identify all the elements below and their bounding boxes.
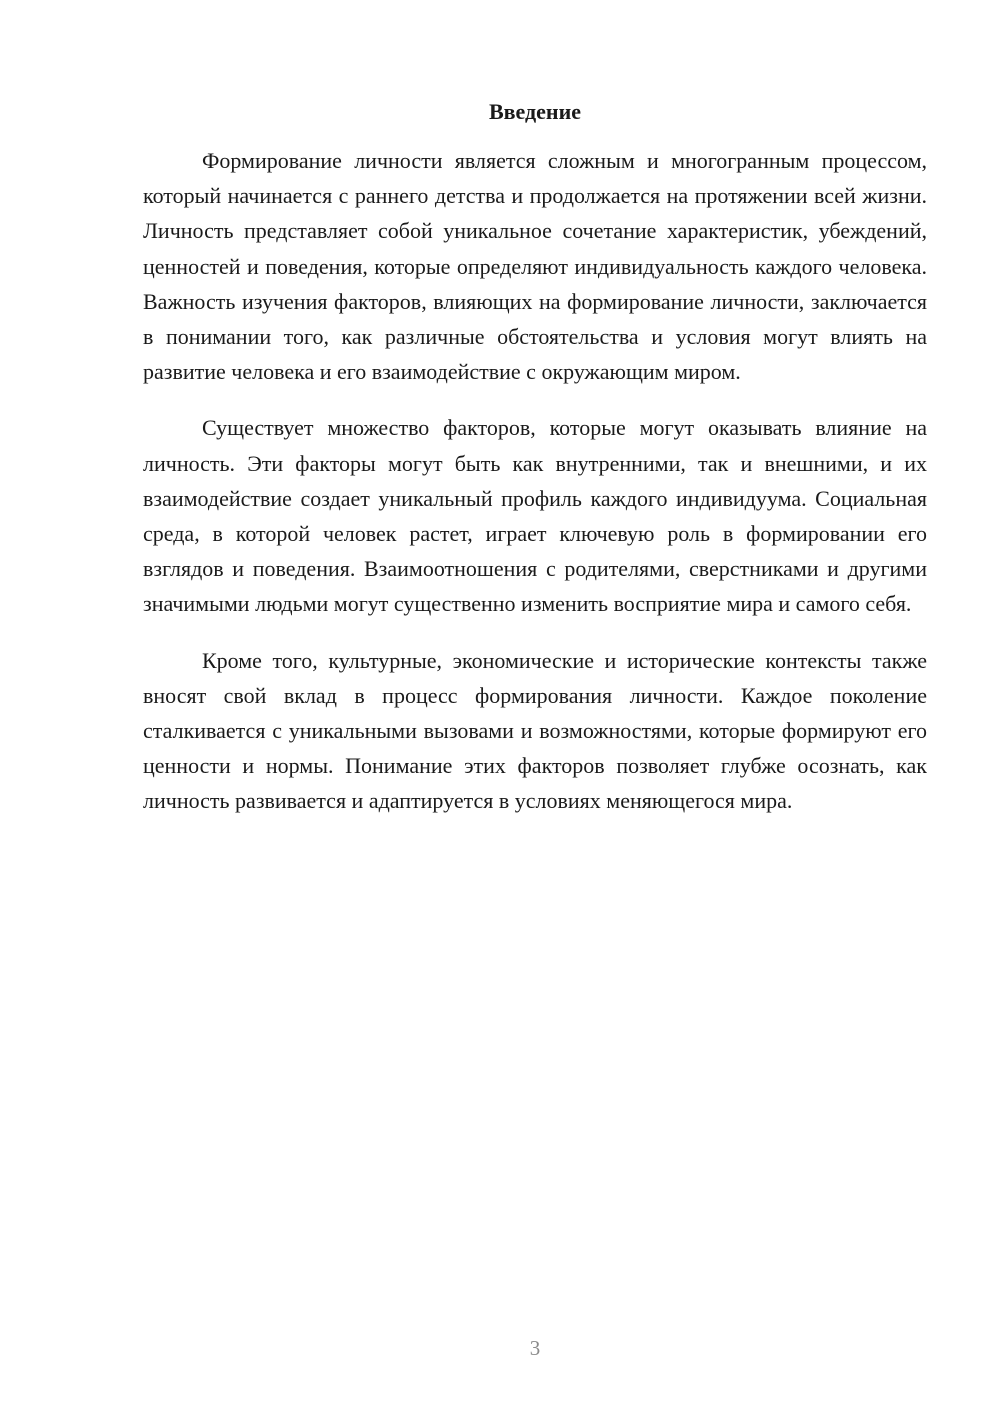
body-text [143, 143, 927, 840]
section-heading: Введение [488, 99, 582, 124]
paragraph-2: Существует множество факторов, которые могут оказывать влияние на личность. Эти факторы могут быть как внутренними, так и внешними, и их взаимодействие создает уникальный профиль каждого индивидуума. Социальная среда, в которой человек растет, играет ключевую роль в формировании его взглядов и поведения. Взаимоотношения с родителями, сверстниками и другими значимыми людьми могут существенно изменить восприятие мира и самого себя. [143, 415, 927, 617]
page-number: 3 [529, 1336, 541, 1360]
paragraph-1: Формирование личности является сложным и многогранным процессом, который начинается с раннего детства и продолжается на протяжении всей жизни. Личность представляет собой уникальное сочетание характеристик, убеждений, ценностей и поведения, которые определяют индивидуальность каждого человека. Важность изучения факторов, влияющих на формирование личности, заключается в понимании того, как различные обстоятельства и условия могут влиять на развитие человека и его взаимодействие с окружающим миром. [143, 148, 927, 385]
paragraph-3: Кроме того, культурные, экономические и исторические контексты также вносят свой вклад в процесс формирования личности. Каждое поколение сталкивается с уникальными вызовами и возможностями, которые формируют его ценности и нормы. Понимание этих факторов позволяет глубже осознать, как личность развивается и адаптируется в условиях меняющегося мира. [143, 647, 927, 814]
